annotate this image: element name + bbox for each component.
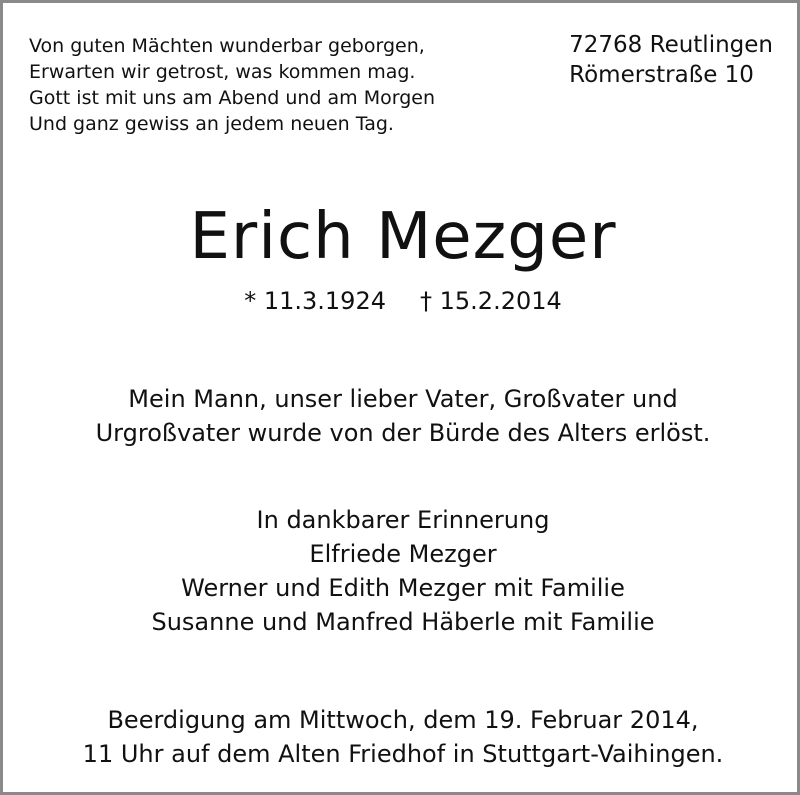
- family-member: Elfriede Mezger: [309, 540, 497, 568]
- family-member: Werner und Edith Mezger mit Familie: [181, 574, 625, 602]
- family-list: [3, 503, 800, 639]
- poem-line: Erwarten wir getrost, was kommen mag.: [29, 61, 416, 83]
- family-member: Susanne und Manfred Häberle mit Familie: [151, 608, 655, 636]
- death-date: † 15.2.2014: [420, 287, 562, 315]
- message-line: Mein Mann, unser lieber Vater, Großvater und: [128, 385, 678, 413]
- funeral-line: 11 Uhr auf dem Alten Friedhof in Stuttgart-Vaihingen.: [82, 740, 724, 768]
- poem-line: Gott ist mit uns am Abend und am Morgen: [29, 87, 435, 109]
- address: [569, 30, 773, 90]
- poem: [29, 33, 435, 137]
- message-line: Urgroßvater wurde von der Bürde des Alters erlöst.: [95, 419, 711, 447]
- life-dates: [3, 285, 800, 317]
- birth-date: * 11.3.1924: [244, 287, 386, 315]
- remembrance-heading: In dankbarer Erinnerung: [256, 506, 550, 534]
- condolence-message: [3, 382, 800, 450]
- funeral-line: Beerdigung am Mittwoch, dem 19. Februar 2014,: [107, 706, 699, 734]
- deceased-name: Erich Mezger: [189, 200, 617, 274]
- poem-line: Und ganz gewiss an jedem neuen Tag.: [29, 113, 394, 135]
- funeral-info: [3, 703, 800, 771]
- address-city: 72768 Reutlingen: [569, 32, 773, 58]
- address-street: Römerstraße 10: [569, 62, 754, 88]
- poem-line: Von guten Mächten wunderbar geborgen,: [29, 35, 425, 57]
